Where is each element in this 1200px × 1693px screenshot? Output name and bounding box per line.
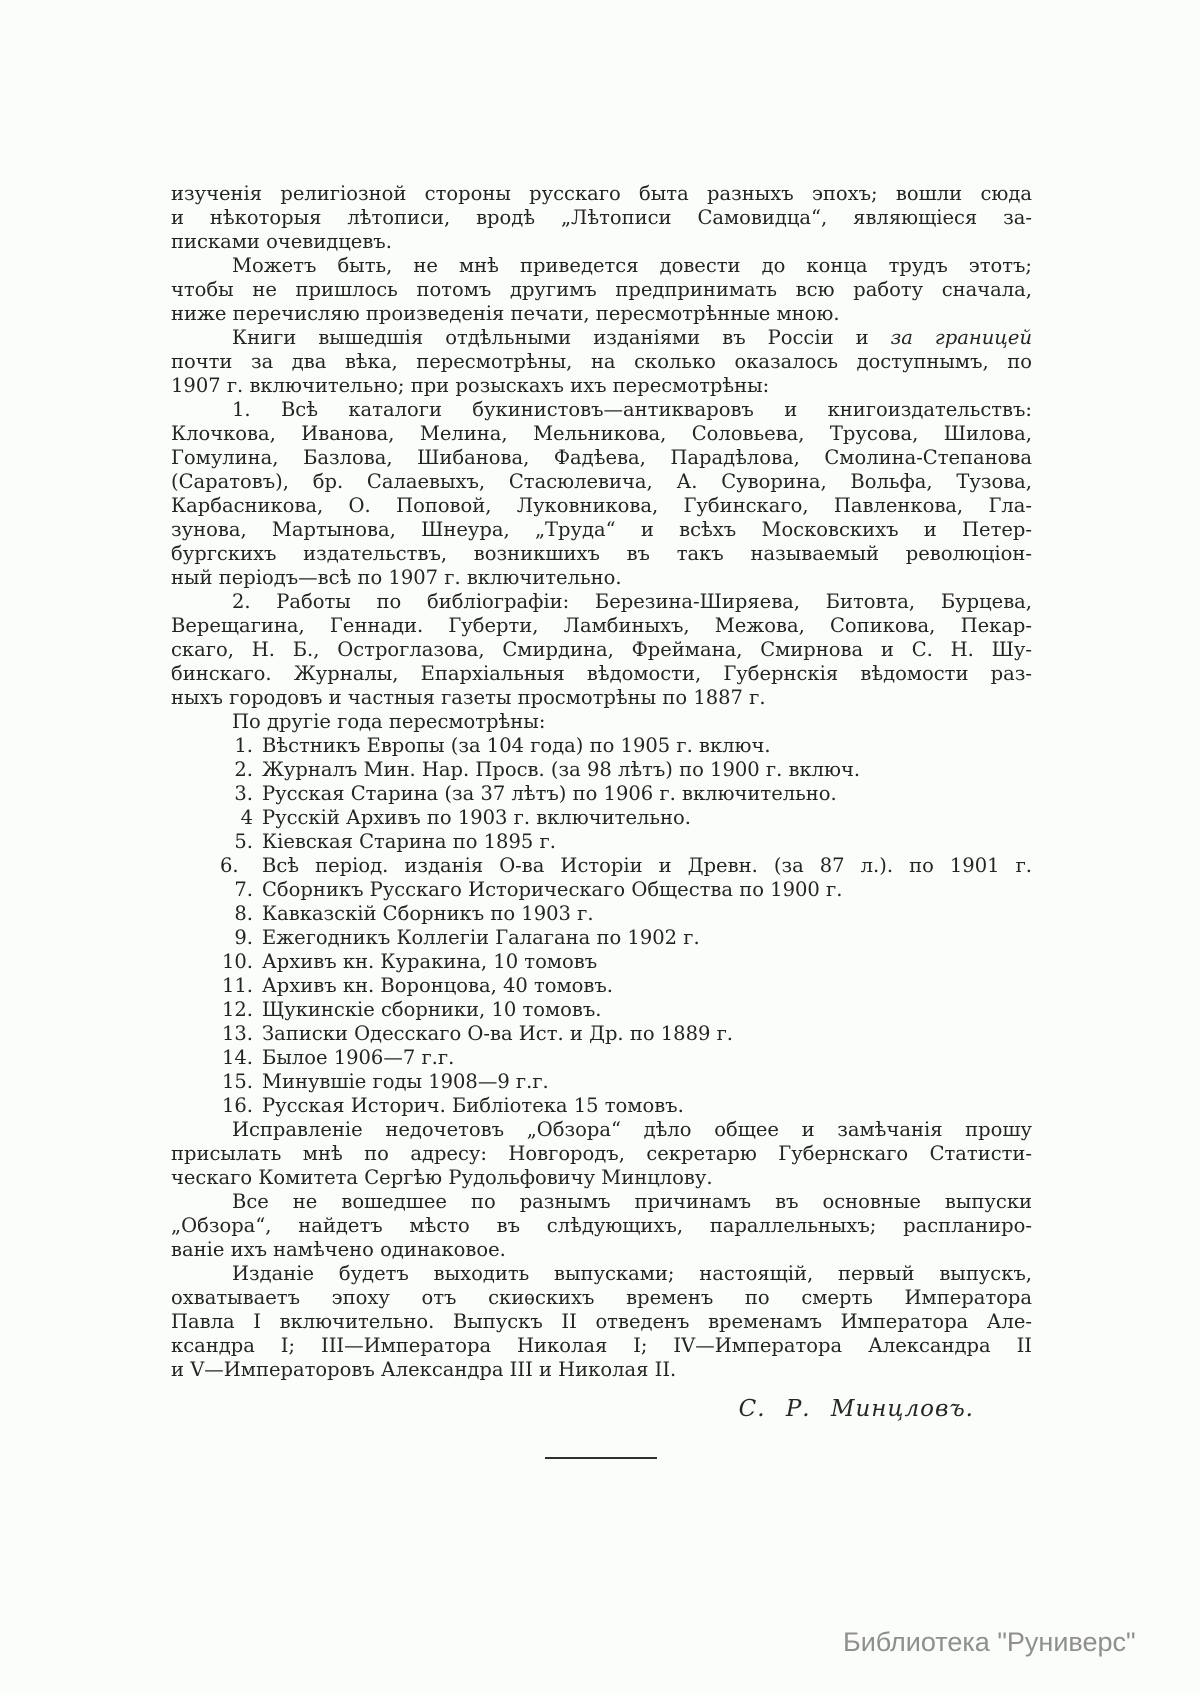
text-line xyxy=(171,806,1032,830)
text-line xyxy=(171,494,1032,518)
text-line xyxy=(171,854,1032,878)
text-segment: изученія религіозной стороны русскаго быта разныхъ эпохъ; вошли сюда xyxy=(171,182,1032,205)
text-segment: 1. Всѣ каталоги букинистовъ—антикваровъ и книгоиздательствъ: xyxy=(232,398,1032,421)
text-line xyxy=(171,1118,1032,1142)
text-segment: Павла I включительно. Выпускъ II отведенъ временамъ Императора Але- xyxy=(171,1310,1032,1333)
list-item-number: 11. xyxy=(221,974,253,997)
text-segment: писками очевидцевъ. xyxy=(171,230,392,253)
text-segment: зунова, Мартынова, Шнеура, „Труда“ и всѣхъ Московскихъ и Петер- xyxy=(171,518,1032,541)
italic-text-segment: за границей xyxy=(890,326,1032,349)
list-item-number: 10. xyxy=(221,950,253,973)
text-segment: Кіевская Старина по 1895 г. xyxy=(262,830,556,853)
text-segment: Все не вошедшее по разнымъ причинамъ въ основные выпуски xyxy=(232,1190,1032,1213)
text-segment: Русскій Архивъ по 1903 г. включительно. xyxy=(262,806,691,829)
text-line xyxy=(171,614,1032,638)
text-line xyxy=(171,1286,1032,1310)
text-line xyxy=(171,398,1032,422)
text-segment: Исправленіе недочетовъ „Обзора“ дѣло общее и замѣчанія прошу xyxy=(232,1118,1032,1141)
text-segment: Былое 1906—7 г.г. xyxy=(262,1046,455,1069)
text-segment: Сборникъ Русскаго Историческаго Общества по 1900 г. xyxy=(262,878,843,901)
author-signature: С. Р. Минцловъ. xyxy=(738,1396,974,1422)
text-segment: почти за два вѣка, пересмотрѣны, на сколько оказалось доступнымъ, по xyxy=(171,350,1032,373)
text-segment: Кавказскій Сборникъ по 1903 г. xyxy=(262,902,594,925)
text-line xyxy=(171,1190,1032,1214)
text-segment: Записки Одесскаго О-ва Ист. и Др. по 1889 г. xyxy=(262,1022,734,1045)
list-item-number: 12. xyxy=(221,998,253,1021)
text-line xyxy=(171,1358,1032,1382)
text-line xyxy=(171,758,1032,782)
text-segment: Русская Старина (за 37 лѣтъ) по 1906 г. включительно. xyxy=(262,782,837,805)
text-line xyxy=(171,1094,1032,1118)
text-segment: (Саратовъ), бр. Салаевыхъ, Стасюлевича, А. Суворина, Вольфа, Тузова, xyxy=(171,470,1032,493)
text-segment: Щукинскіе сборники, 10 томовъ. xyxy=(262,998,602,1021)
text-segment: Минувшіе годы 1908—9 г.г. xyxy=(262,1070,549,1093)
text-line xyxy=(171,878,1032,902)
text-line xyxy=(171,1046,1032,1070)
text-segment: бургскихъ издательствъ, возникшихъ въ такъ называемый революціон- xyxy=(171,542,1032,565)
text-line xyxy=(171,1262,1032,1286)
list-item-number: 6. xyxy=(220,854,239,877)
text-line xyxy=(171,326,1032,350)
text-line xyxy=(171,902,1032,926)
text-segment: и V—Императоровъ Александра III и Николая II. xyxy=(171,1358,677,1381)
text-line xyxy=(171,950,1032,974)
text-segment: и нѣкоторыя лѣтописи, вродѣ „Лѣтописи Самовидца“, являющіеся за- xyxy=(171,206,1032,229)
text-line xyxy=(171,710,1032,734)
list-item-number: 9. xyxy=(234,926,253,949)
text-line xyxy=(171,206,1032,230)
text-line xyxy=(171,374,1032,398)
text-segment: Можетъ быть, не мнѣ приведется довести до конца трудъ этотъ; xyxy=(232,254,1032,277)
text-line xyxy=(171,686,1032,710)
text-segment: Ежегодникъ Коллегіи Галагана по 1902 г. xyxy=(262,926,700,949)
text-line xyxy=(171,470,1032,494)
text-line xyxy=(171,518,1032,542)
text-segment: Архивъ кн. Воронцова, 40 томовъ. xyxy=(262,974,614,997)
text-line xyxy=(171,1214,1032,1238)
text-line xyxy=(171,230,1032,254)
text-line xyxy=(171,926,1032,950)
list-item-number: 2. xyxy=(234,758,253,781)
text-segment: Архивъ кн. Куракина, 10 томовъ xyxy=(262,950,598,973)
text-line xyxy=(171,1022,1032,1046)
text-line xyxy=(171,254,1032,278)
list-item-number: 16. xyxy=(221,1094,253,1117)
list-item-number: 7. xyxy=(234,878,253,901)
text-segment: Русская Историч. Библіотека 15 томовъ. xyxy=(262,1094,684,1117)
library-watermark: Библиотека "Руниверс" xyxy=(843,1627,1136,1657)
text-line xyxy=(171,734,1032,758)
text-line xyxy=(171,302,1032,326)
text-segment: Клочкова, Иванова, Мелина, Мельникова, Соловьева, Трусова, Шилова, xyxy=(171,422,1032,445)
text-line xyxy=(171,1166,1032,1190)
text-line xyxy=(171,782,1032,806)
text-segment: Изданіе будетъ выходить выпусками; настоящій, первый выпускъ, xyxy=(232,1262,1032,1285)
text-segment: чтобы не пришлось потомъ другимъ предпринимать всю работу сначала, xyxy=(171,278,1032,301)
text-block xyxy=(171,182,1032,1382)
list-item-number: 1. xyxy=(234,734,253,757)
text-segment: ксандра I; III—Императора Николая I; IV—Императора Александра II xyxy=(171,1334,1032,1357)
text-line xyxy=(171,422,1032,446)
text-line xyxy=(171,446,1032,470)
text-segment: Гомулина, Базлова, Шибанова, Фадѣева, Парадѣлова, Смолина-Степанова xyxy=(171,446,1032,469)
list-item-number: 14. xyxy=(221,1046,253,1069)
list-item-number: 4 xyxy=(240,806,253,829)
section-divider-rule xyxy=(545,1457,657,1459)
text-segment: ваніе ихъ намѣчено одинаковое. xyxy=(171,1238,506,1261)
text-line xyxy=(171,974,1032,998)
text-segment: Вѣстникъ Европы (за 104 года) по 1905 г. включ. xyxy=(262,734,771,757)
list-item-number: 8. xyxy=(234,902,253,925)
text-line xyxy=(171,590,1032,614)
text-line xyxy=(171,1142,1032,1166)
text-line xyxy=(171,542,1032,566)
text-segment: 2. Работы по библіографіи: Березина-Ширяева, Битовта, Бурцева, xyxy=(232,590,1032,613)
text-segment: бинскаго. Журналы, Епархіальныя вѣдомости, Губернскія вѣдомости раз- xyxy=(171,662,1032,685)
text-line xyxy=(171,1238,1032,1262)
list-item-number: 15. xyxy=(221,1070,253,1093)
text-line xyxy=(171,1310,1032,1334)
text-segment: ческаго Комитета Сергѣю Рудольфовичу Минцлову. xyxy=(171,1166,713,1189)
text-segment: скаго, Н. Б., Остроглазова, Смирдина, Фреймана, Смирнова и С. Н. Шу- xyxy=(171,638,1032,661)
text-line xyxy=(171,278,1032,302)
text-segment: ныхъ городовъ и частныя газеты просмотрѣны по 1887 г. xyxy=(171,686,766,709)
text-line xyxy=(171,638,1032,662)
text-segment: Книги вышедшія отдѣльными изданіями въ Россіи и xyxy=(232,326,891,349)
text-line xyxy=(171,350,1032,374)
text-segment: присылать мнѣ по адресу: Новгородъ, секретарю Губернскаго Статисти- xyxy=(171,1142,1032,1165)
text-line xyxy=(171,830,1032,854)
text-segment: ный періодъ—всѣ по 1907 г. включительно. xyxy=(171,566,622,589)
text-line xyxy=(171,1334,1032,1358)
text-line xyxy=(171,1070,1032,1094)
text-segment: охватываетъ эпоху отъ скиѳскихъ временъ по смерть Императора xyxy=(171,1286,1032,1309)
text-segment: ниже перечисляю произведенія печати, пересмотрѣнные мною. xyxy=(171,302,840,325)
text-segment: По другіе года пересмотрѣны: xyxy=(232,710,546,733)
text-segment: Верещагина, Геннади. Губерти, Ламбиныхъ, Межова, Сопикова, Пекар- xyxy=(171,614,1032,637)
text-segment: Карбасникова, О. Поповой, Луковникова, Губинскаго, Павленкова, Гла- xyxy=(171,494,1032,517)
list-item-number: 5. xyxy=(234,830,253,853)
text-line xyxy=(171,566,1032,590)
text-line xyxy=(171,998,1032,1022)
text-segment: „Обзора“, найдетъ мѣсто въ слѣдующихъ, параллельныхъ; распланиро- xyxy=(171,1214,1032,1237)
text-segment: 1907 г. включительно; при розыскахъ ихъ пересмотрѣны: xyxy=(171,374,770,397)
list-item-number: 3. xyxy=(234,782,253,805)
text-line xyxy=(171,182,1032,206)
text-segment: Всѣ період. изданія О-ва Исторіи и Древн. (за 87 л.). по 1901 г. xyxy=(262,854,1032,877)
text-line xyxy=(171,662,1032,686)
list-item-number: 13. xyxy=(221,1022,253,1045)
text-segment: Журналъ Мин. Нар. Просв. (за 98 лѣтъ) по 1900 г. включ. xyxy=(262,758,861,781)
